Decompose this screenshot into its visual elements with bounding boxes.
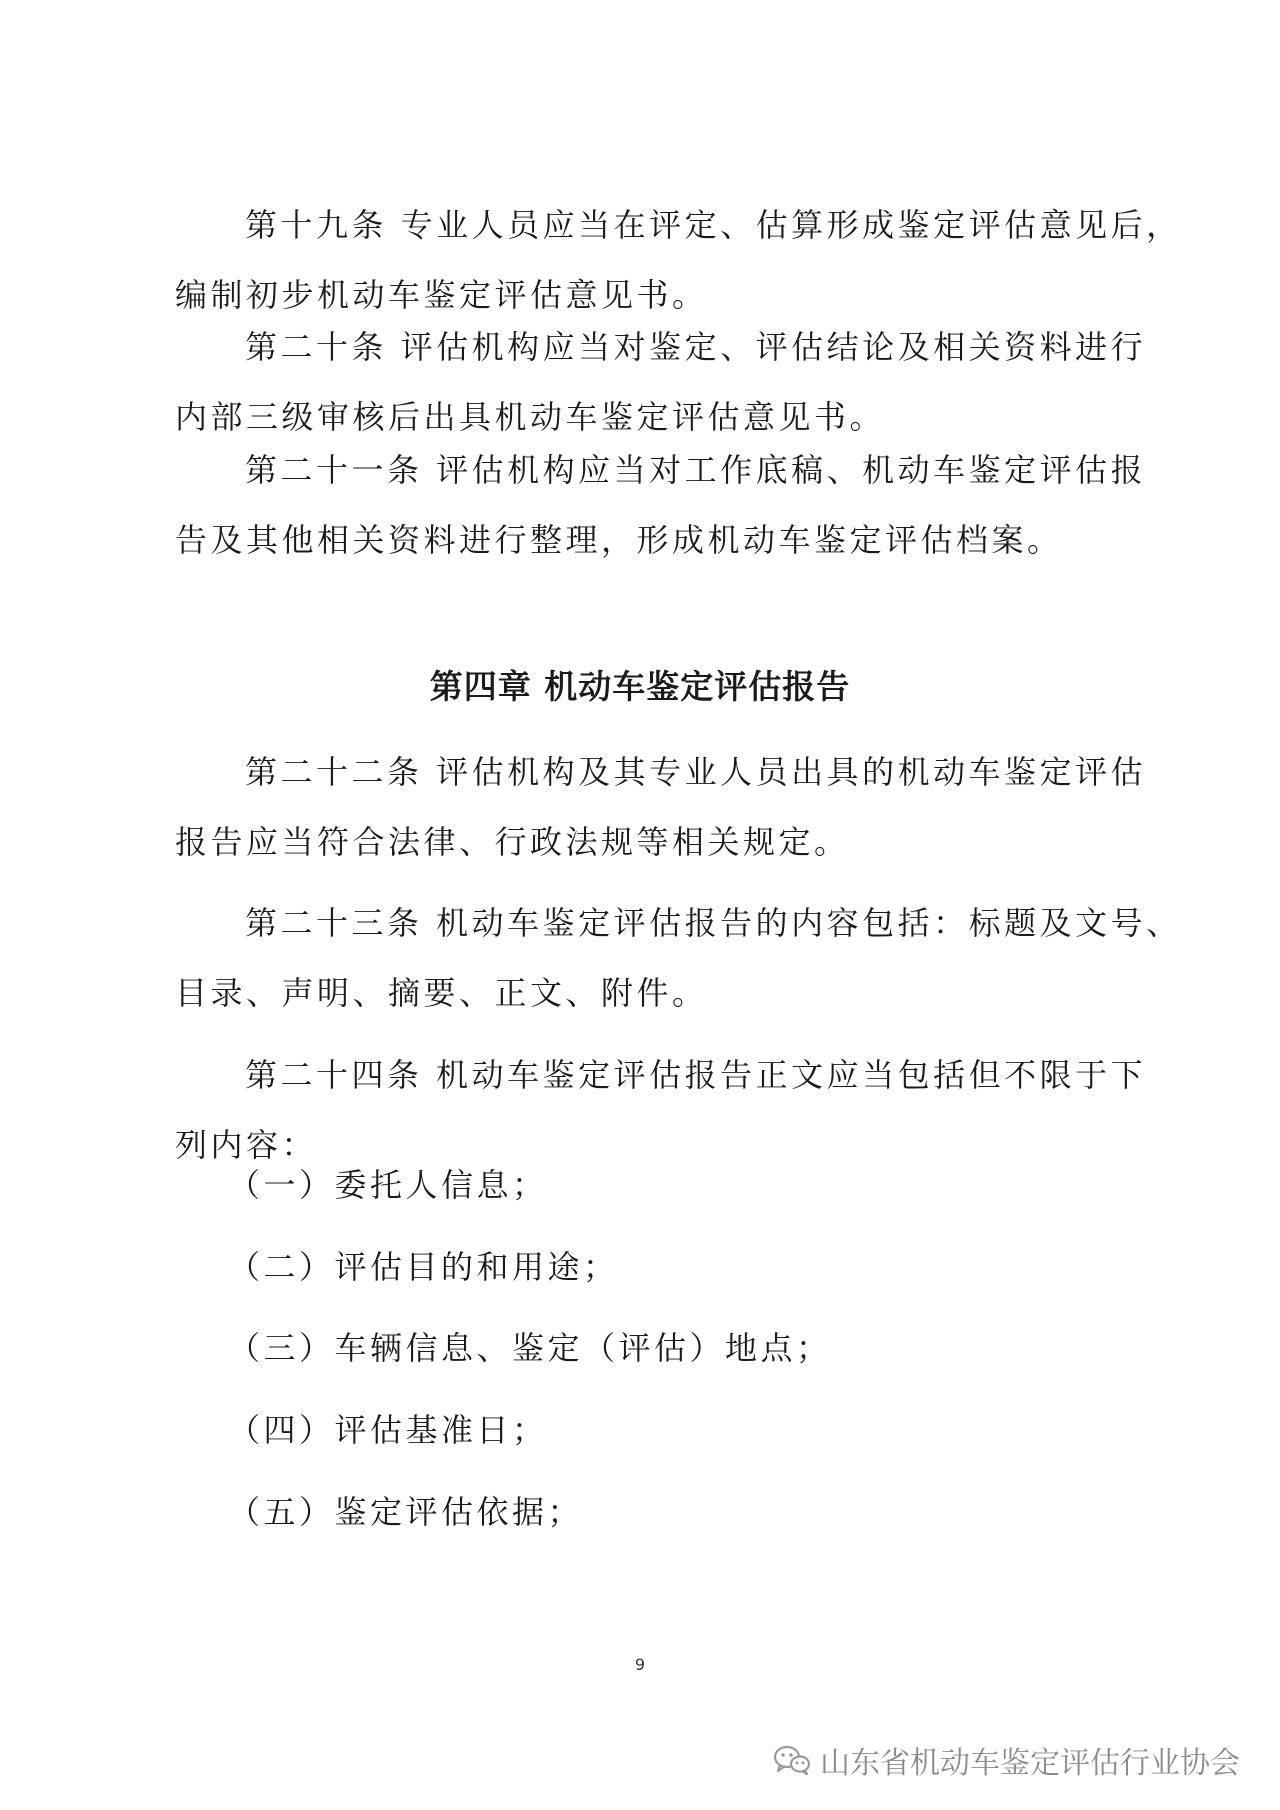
list-item-1: （一）委托人信息； bbox=[228, 1166, 548, 1204]
article-22-line-1: 第二十二条 评估机构及其专业人员出具的机动车鉴定评估 bbox=[245, 753, 1147, 791]
watermark-text: 山东省机动车鉴定评估行业协会 bbox=[820, 1746, 1240, 1781]
list-item-2: （二）评估目的和用途； bbox=[228, 1248, 619, 1286]
article-24-line-2: 列内容： bbox=[175, 1126, 318, 1164]
article-23-line-1: 第二十三条 机动车鉴定评估报告的内容包括：标题及文号、 bbox=[245, 904, 1182, 942]
article-19-line-1: 第十九条 专业人员应当在评定、估算形成鉴定评估意见后， bbox=[245, 206, 1182, 244]
article-19 bbox=[175, 190, 1182, 330]
article-20-line-1: 第二十条 评估机构应当对鉴定、评估结论及相关资料进行 bbox=[245, 328, 1147, 366]
article-19-line-2: 编制初步机动车鉴定评估意见书。 bbox=[175, 276, 708, 314]
article-24 bbox=[175, 1040, 1147, 1180]
article-21 bbox=[175, 435, 1147, 575]
article-22 bbox=[175, 737, 1147, 877]
wechat-icon bbox=[772, 1743, 812, 1777]
list-item-5: （五）鉴定评估依据； bbox=[228, 1493, 584, 1531]
article-21-line-1: 第二十一条 评估机构应当对工作底稿、机动车鉴定评估报 bbox=[245, 451, 1147, 489]
article-24-line-1: 第二十四条 机动车鉴定评估报告正文应当包括但不限于下 bbox=[245, 1056, 1147, 1094]
article-22-line-2: 报告应当符合法律、行政法规等相关规定。 bbox=[175, 823, 850, 861]
page-number: 9 bbox=[634, 1655, 646, 1674]
article-21-line-2: 告及其他相关资料进行整理，形成机动车鉴定评估档案。 bbox=[175, 521, 1063, 559]
list-item-3: （三）车辆信息、鉴定（评估）地点； bbox=[228, 1329, 832, 1367]
article-20-line-2: 内部三级审核后出具机动车鉴定评估意见书。 bbox=[175, 398, 886, 436]
chapter-heading: 第四章 机动车鉴定评估报告 bbox=[429, 667, 851, 706]
article-23 bbox=[175, 888, 1182, 1028]
article-20 bbox=[175, 312, 1147, 452]
watermark bbox=[772, 1738, 1240, 1782]
list-item-4: （四）评估基准日； bbox=[228, 1411, 548, 1449]
article-23-line-2: 目录、声明、摘要、正文、附件。 bbox=[175, 974, 708, 1012]
